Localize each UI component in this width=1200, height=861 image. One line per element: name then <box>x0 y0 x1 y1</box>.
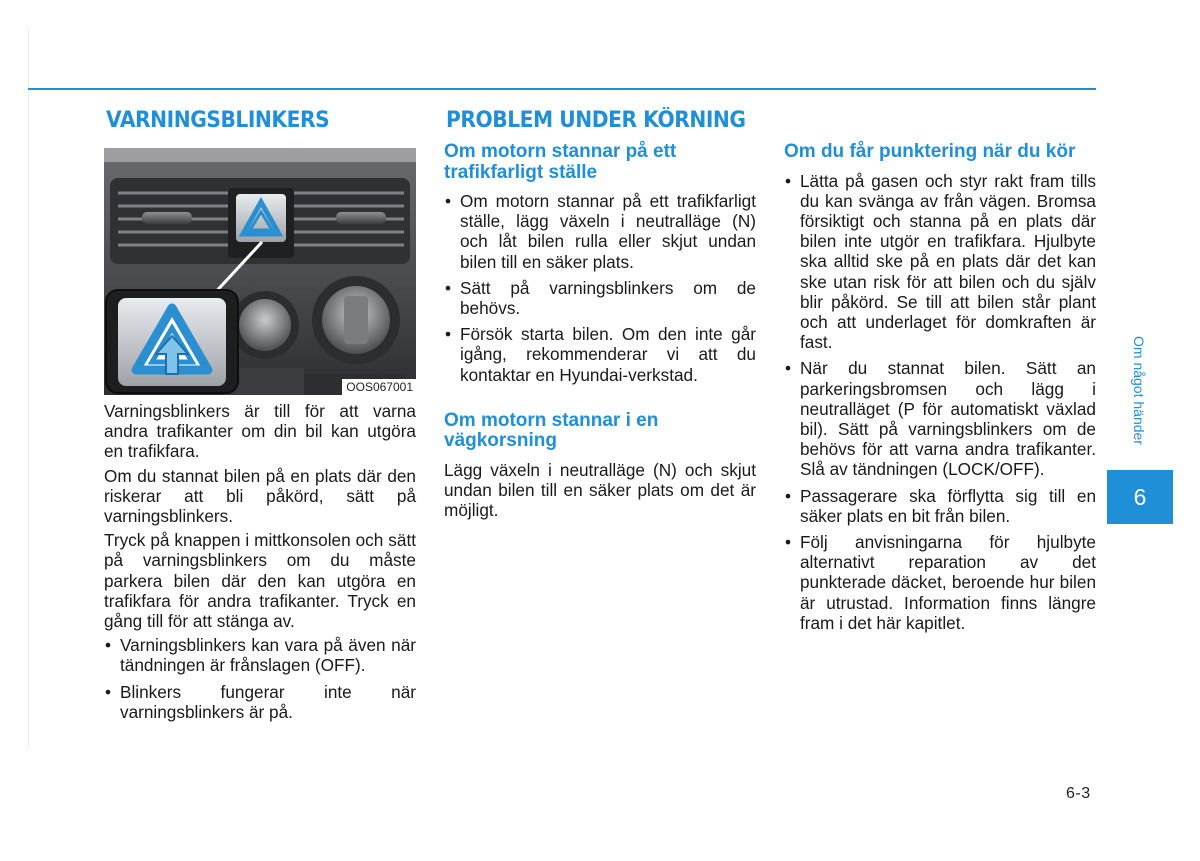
column-flat-tire <box>784 142 1096 639</box>
list-item: • Om motorn stannar på ett trafikfarligt ställe, lägg växeln i neutralläge (N) och låt bilen rulla eller skjut undan bilen till en säker plats. <box>444 191 756 272</box>
flat-tire-bullet-list <box>784 171 1096 633</box>
list-item: • Passagerare ska förflytta sig till en säker plats en bit från bilen. <box>784 486 1096 526</box>
left-margin-rule <box>28 28 29 748</box>
column-engine-stall <box>444 142 756 524</box>
heading-flat-tire: Om du får punktering när du kör <box>784 141 1076 162</box>
hazard-paragraph: Tryck på knappen i mittkonsolen och sätt på varningsblinkers om du måste parkera bilen där den kan utgöra en trafikfara för andra trafikanter. Tryck en gång till för att stänga av. <box>104 530 416 632</box>
list-item: • Varningsblinkers kan vara på även när tändningen är frånslagen (OFF). <box>104 635 416 675</box>
engine-stall-crossing-text: Lägg växeln i neutralläge (N) och skjut undan bilen till en säker plats om det är möjligt. <box>444 459 756 521</box>
list-item: • Sätt på varningsblinkers om de behövs. <box>444 278 756 318</box>
page-number: 6-3 <box>1066 785 1091 802</box>
list-item: • Blinkers fungerar inte när varningsblinkers är på. <box>104 682 416 722</box>
engine-stall-bullet-list <box>444 191 756 385</box>
heading-engine-stall-unsafe: Om motorn stannar på ett trafikfarligt ställe <box>444 141 677 183</box>
list-item: • Följ anvisningarna för hjulbyte alternativt reparation av det punkterade däcket, beroende hur bilen är utrustad. Information finns längre fram i det här kapitlet. <box>784 532 1096 633</box>
chapter-side-label: Om något händer <box>1131 335 1147 445</box>
hazard-button-figure <box>104 148 416 395</box>
section-title-hazard: VARNINGSBLINKERS <box>106 108 330 133</box>
heading-engine-stall-crossing: Om motorn stannar i en vägkorsning <box>444 409 659 452</box>
hazard-paragraph: Varningsblinkers är till för att varna andra trafikanter om din bil kan utgöra en trafikfara. <box>104 401 416 462</box>
list-item: • När du stannat bilen. Sätt an parkeringsbromsen och lägg i neutralläget (P för automatiskt växlad bil). Sätt på varningsblinkers om de behövs för att varna andra trafikanter. Slå av tändningen (LOCK/OFF). <box>784 358 1096 479</box>
hazard-bullet-list <box>104 635 416 722</box>
hazard-paragraph: Om du stannat bilen på en plats där den riskerar att bli påkörd, sätt på varningsblinkers. <box>104 465 416 527</box>
header-rule <box>28 88 1096 90</box>
list-item: • Lätta på gasen och styr rakt fram tills du kan svänga av från vägen. Bromsa försiktigt och stanna på en plats där bilen inte utgör en trafikfara. Hjulbyte ska alltid ske på en plats där det kan ske utan risk för att bilen och du själv blir påkörd. Se till att bilen står plant och att underlaget för domkraften är fast. <box>784 171 1096 353</box>
list-item: • Försök starta bilen. Om den inte går igång, rekommenderar vi att du kontaktar en Hyundai-verkstad. <box>444 324 756 385</box>
dashboard-illustration <box>104 148 416 395</box>
column-hazard <box>104 148 416 728</box>
figure-code: OOS067001 <box>342 379 416 395</box>
section-title-problem: PROBLEM UNDER KÖRNING <box>446 108 746 133</box>
chapter-number-tab: 6 <box>1107 470 1173 524</box>
